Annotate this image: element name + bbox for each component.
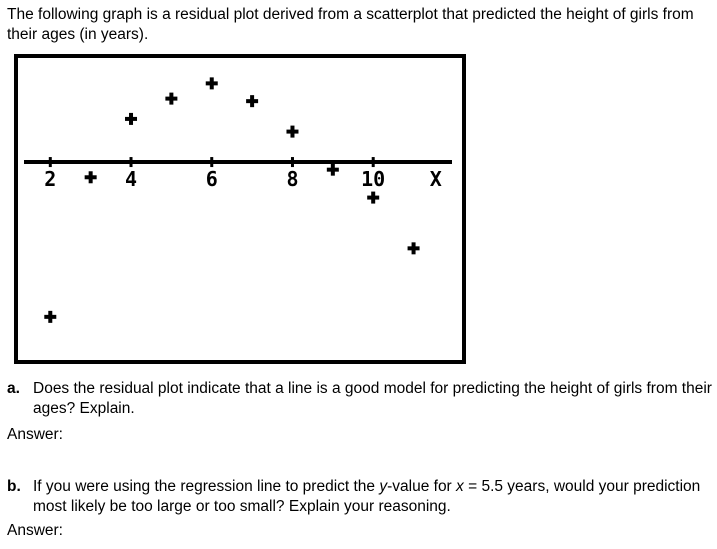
question-b-x-var: x xyxy=(456,478,464,495)
x-tick-label: 6 xyxy=(205,167,218,192)
x-tick-label: 8 xyxy=(286,167,299,192)
question-b-y-var: y xyxy=(379,478,388,495)
x-tick-label: 4 xyxy=(124,167,138,192)
question-b-letter: b. xyxy=(7,478,21,495)
x-tick-label: 10 xyxy=(361,167,386,192)
question-a-letter: a. xyxy=(7,380,20,397)
answer-b-label: Answer: xyxy=(7,522,63,539)
intro-text: The following graph is a residual plot derived from a scatterplot that predicted the height of girls from their ages (in years). xyxy=(7,6,694,43)
answer-a-label: Answer: xyxy=(7,426,63,443)
question-a-text: Does the residual plot indicate that a line is a good model for predicting the height of girls from their ages? Explain. xyxy=(33,380,712,417)
question-b-text-2: -value for xyxy=(387,478,457,495)
question-b-text xyxy=(33,477,713,517)
residual-plot xyxy=(14,54,466,364)
question-b-text-3: = 5.5 years, would your prediction most likely be too large or too small? Explain your reasoning. xyxy=(33,478,701,515)
question-b xyxy=(7,477,713,517)
x-axis-end-label: X xyxy=(429,167,442,192)
question-a xyxy=(7,379,713,419)
plot-frame xyxy=(16,56,464,362)
x-tick-label: 2 xyxy=(44,167,57,192)
question-b-text-1: If you were using the regression line to predict the xyxy=(33,478,380,495)
residual-plot-svg xyxy=(14,54,466,364)
